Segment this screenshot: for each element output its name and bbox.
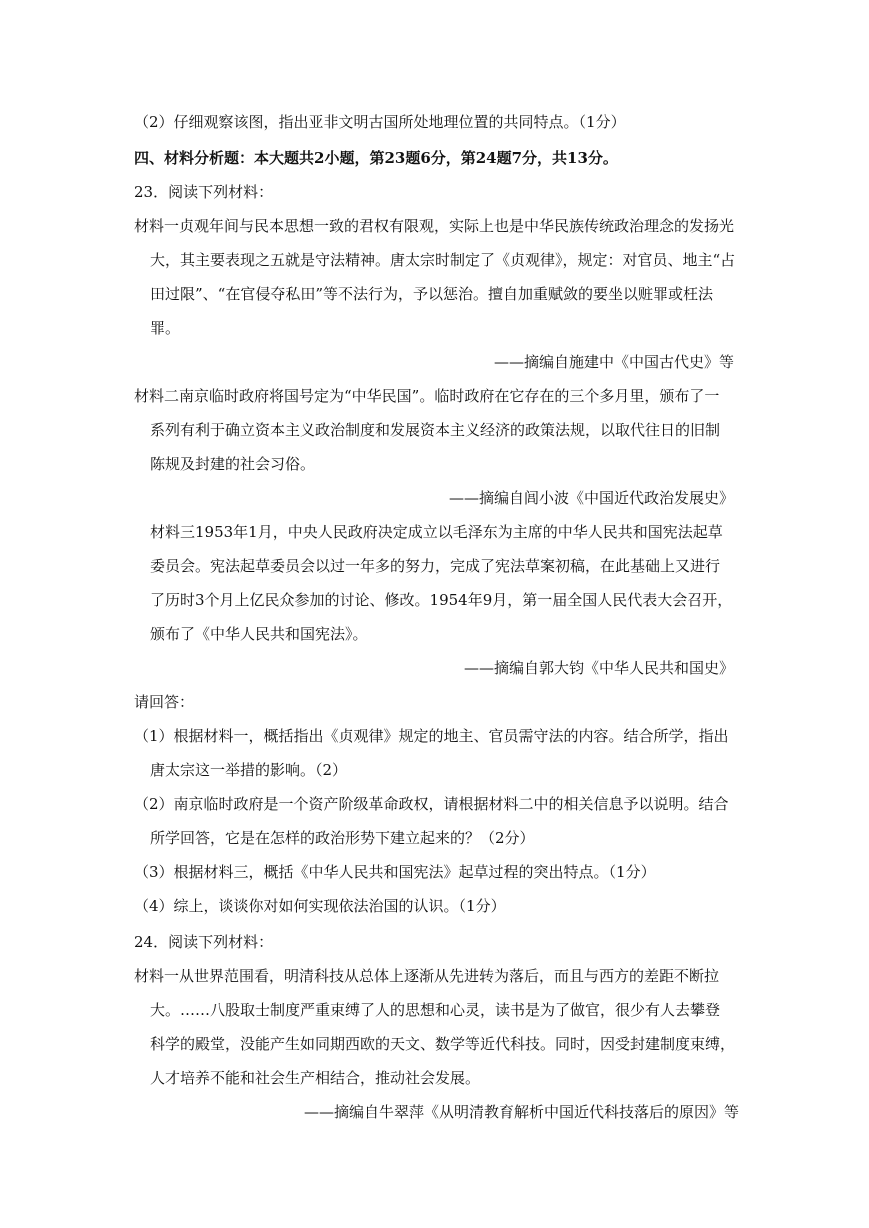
q23-question-1: （1）根据材料一，概括指出《贞观律》规定的地主、官员需守法的内容。结合所学，指出 xyxy=(134,727,729,745)
q24-m1-line: 科学的殿堂，没能产生如同期西欧的天文、数学等近代科技。同时，因受封建制度束缚， xyxy=(150,1035,736,1053)
q24-intro: 24．阅读下列材料： xyxy=(134,933,274,951)
q23-m1-source: ——摘编自施建中《中国古代史》等 xyxy=(493,353,734,371)
section4-heading: 四、材料分析题：本大题共2小题，第23题6分，第24题7分，共13分。 xyxy=(134,149,618,167)
q24-m1-source: ——摘编自牛翠萍《从明清教育解析中国近代科技落后的原因》等 xyxy=(303,1103,739,1121)
q23-m3-source: ——摘编自郭大钧《中华人民共和国史》 xyxy=(463,659,734,677)
q23-m2-line: 材料二南京临时政府将国号定为“中华民国”。临时政府在它存在的三个多月里，颁布了一 xyxy=(134,387,720,405)
q24-m1-line: 人才培养不能和社会生产相结合，推动社会发展。 xyxy=(150,1069,481,1087)
q23-m2-source: ——摘编自闾小波《中国近代政治发展史》 xyxy=(448,489,734,507)
q23-m3-line: 了历时3个月上亿民众参加的讨论、修改。1954年9月，第一届全国人民代表大会召开， xyxy=(150,591,733,609)
q23-m1-line: 罪。 xyxy=(150,319,181,337)
q23-question-1-cont: 唐太宗这一举措的影响。（2） xyxy=(150,761,348,779)
q24-m1-line: 材料一从世界范围看，明清科技从总体上逐渐从先进转为落后，而且与西方的差距不断拉 xyxy=(134,967,720,985)
q23-m1-line: 材料一贞观年间与民本思想一致的君权有限观，实际上也是中华民族传统政治理念的发扬光 xyxy=(134,217,735,235)
q23-m1-line: 田过限”、“在官侵夺私田”等不法行为，予以惩治。擅自加重赋敛的要坐以赃罪或枉法 xyxy=(150,285,714,303)
q23-m2-line: 系列有利于确立资本主义政治制度和发展资本主义经济的政策法规，以取代往日的旧制 xyxy=(150,421,721,439)
q23-m2-line: 陈规及封建的社会习俗。 xyxy=(150,455,316,473)
q23-m3-line: 颁布了《中华人民共和国宪法》。 xyxy=(150,625,368,643)
q23-question-4: （4）综上，谈谈你对如何实现依法治国的认识。（1分） xyxy=(134,897,506,915)
q23-intro: 23．阅读下列材料： xyxy=(134,183,274,201)
q23-m3-line: 材料三1953年1月，中央人民政府决定成立以毛泽东为主席的中华人民共和国宪法起草 xyxy=(150,523,723,541)
q23-question-2: （2）南京临时政府是一个资产阶级革命政权，请根据材料二中的相关信息予以说明。结合 xyxy=(134,795,729,813)
q23-question-3: （3）根据材料三，概括《中华人民共和国宪法》起草过程的突出特点。（1分） xyxy=(134,863,656,881)
q24-m1-line: 大。……八股取士制度严重束缚了人的思想和心灵，读书是为了做官，很少有人去攀登 xyxy=(150,1001,721,1019)
q22-part2: （2）仔细观察该图，指出亚非文明古国所处地理位置的共同特点。（1分） xyxy=(134,113,626,131)
q23-m1-line: 大，其主要表现之五就是守法精神。唐太宗时制定了《贞观律》，规定：对官员、地主“占 xyxy=(150,251,736,269)
q23-question-2-cont: 所学回答，它是在怎样的政治形势下建立起来的？（2分） xyxy=(150,829,535,847)
q23-m3-line: 委员会。宪法起草委员会以过一年多的努力，完成了宪法草案初稿，在此基础上又进行 xyxy=(150,557,721,575)
q23-ask: 请回答： xyxy=(134,693,195,711)
